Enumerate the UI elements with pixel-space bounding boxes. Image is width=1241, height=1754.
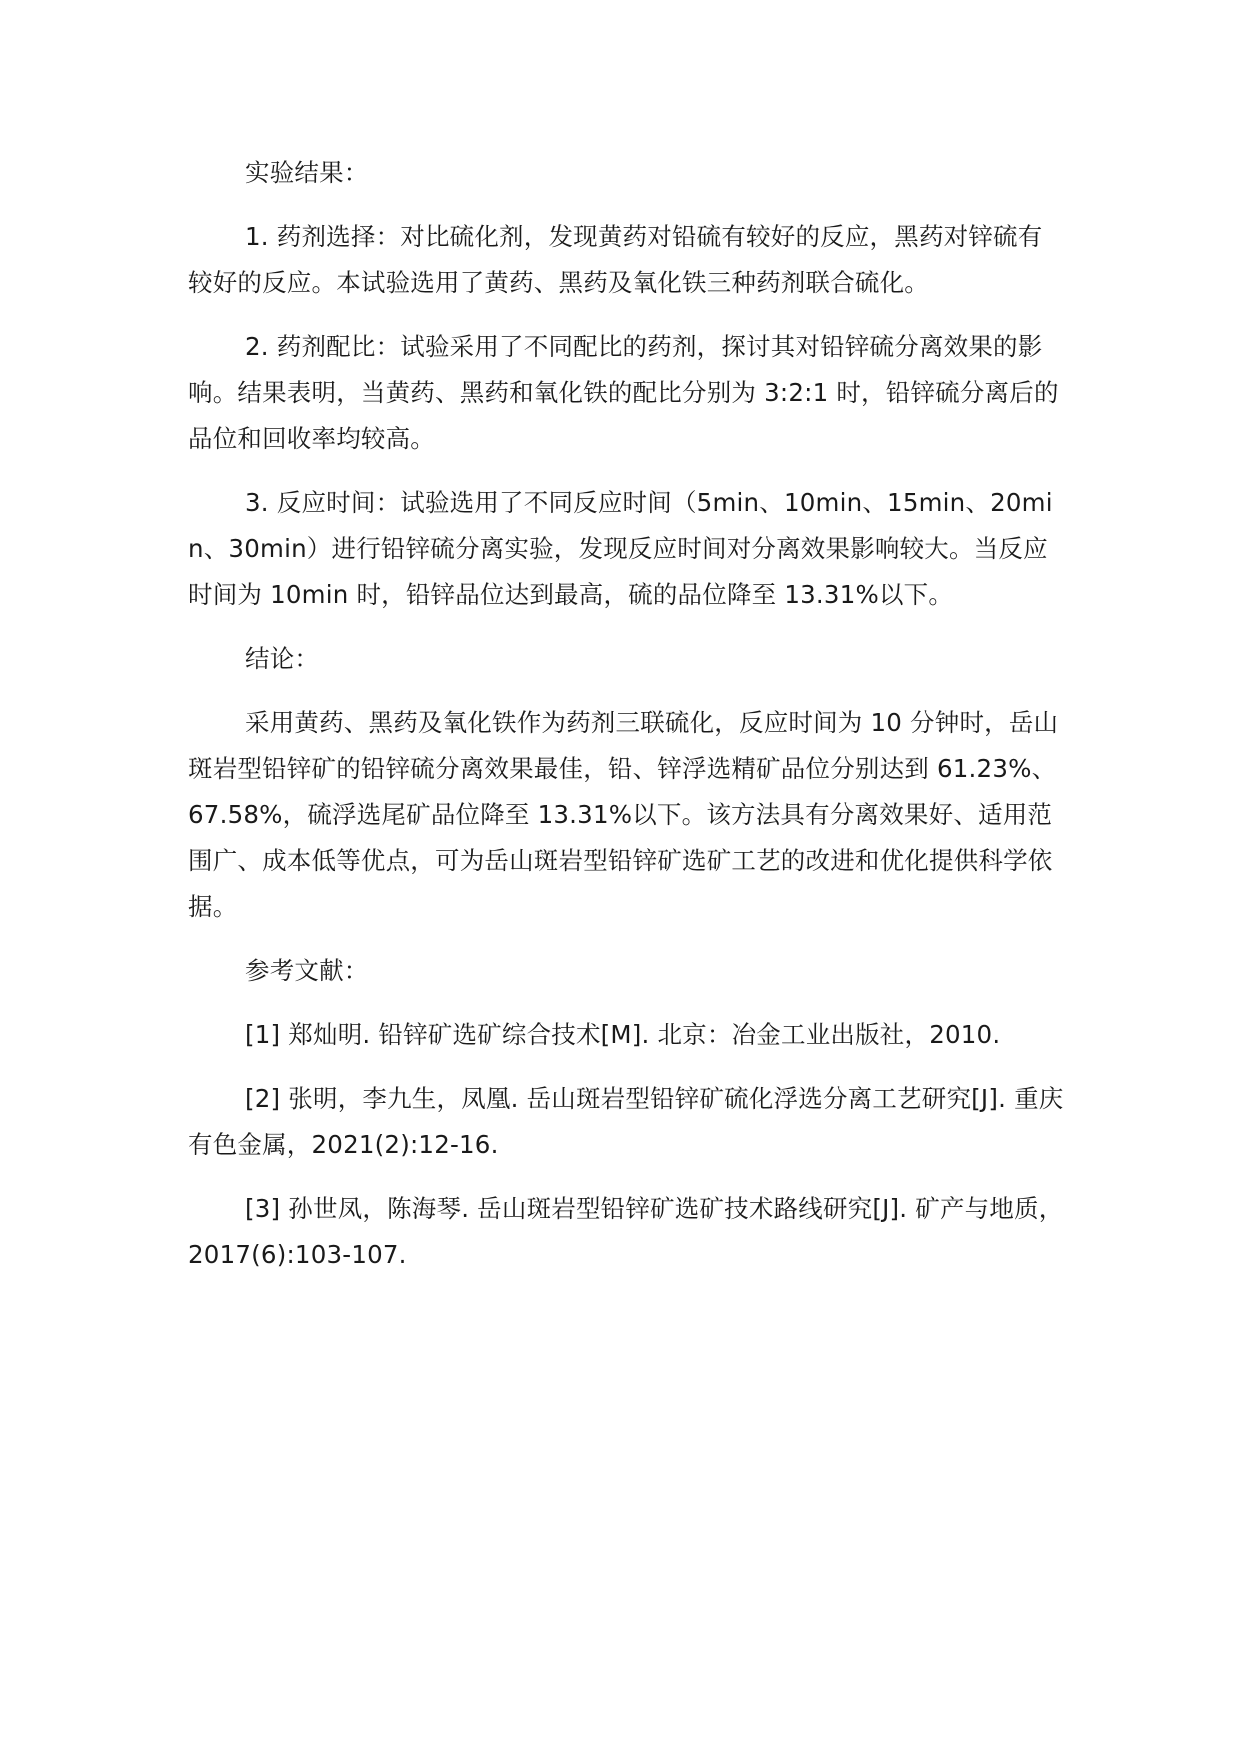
conclusion-heading: 结论：: [245, 644, 320, 673]
reference-item-2: [2] 张明，李九生，凤凰. 岳山斑岩型铅锌矿硫化浮选分离工艺研究[J]. 重庆有色金属，2021(2):12-16.: [188, 1084, 1064, 1159]
references-heading: 参考文献：: [245, 956, 369, 985]
document-body: [188, 150, 1066, 1296]
reference-item-3: [3] 孙世凤，陈海琴. 岳山斑岩型铅锌矿选矿技术路线研究[J]. 矿产与地质，2017(6):103-107.: [188, 1194, 1064, 1269]
result-item-3: 3. 反应时间：试验选用了不同反应时间（5min、10min、15min、20min、30min）进行铅锌硫分离实验，发现反应时间对分离效果影响较大。当反应时间为 10min 时，铅锌品位达到最高，硫的品位降至 13.31%以下。: [188, 488, 1053, 609]
result-item-1: 1. 药剂选择：对比硫化剂，发现黄药对铅硫有较好的反应，黑药对锌硫有较好的反应。本试验选用了黄药、黑药及氧化铁三种药剂联合硫化。: [188, 222, 1043, 297]
result-item-2: 2. 药剂配比：试验采用了不同配比的药剂，探讨其对铅锌硫分离效果的影响。结果表明，当黄药、黑药和氧化铁的配比分别为 3:2:1 时，铅锌硫分离后的品位和回收率均较高。: [188, 332, 1059, 453]
results-heading: 实验结果：: [245, 158, 369, 187]
conclusion-text: 采用黄药、黑药及氧化铁作为药剂三联硫化，反应时间为 10 分钟时，岳山斑岩型铅锌矿的铅锌硫分离效果最佳，铅、锌浮选精矿品位分别达到 61.23%、67.58%，硫浮选尾矿品位降至 13.31%以下。该方法具有分离效果好、适用范围广、成本低等优点，可为岳山斑岩型铅锌矿选矿工艺的改进和优化提供科学依据。: [188, 708, 1059, 921]
reference-item-1: [1] 郑灿明. 铅锌矿选矿综合技术[M]. 北京：冶金工业出版社，2010.: [245, 1020, 1001, 1049]
